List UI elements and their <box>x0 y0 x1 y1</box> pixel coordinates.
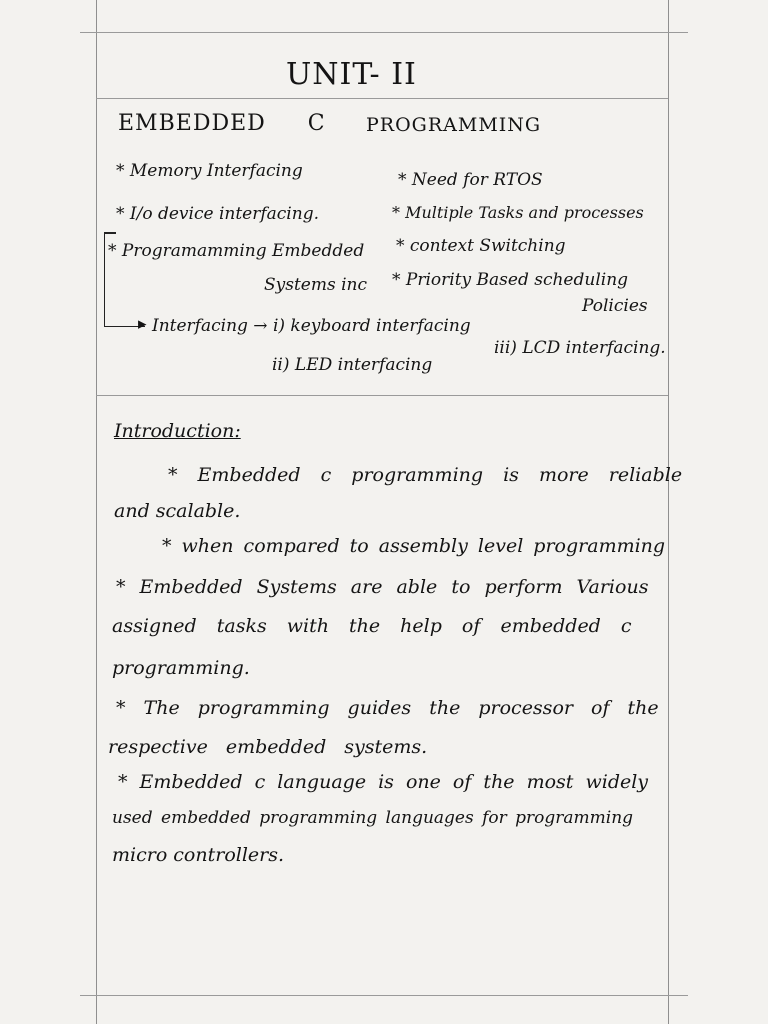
intro-line-11: micro controllers. <box>112 844 285 866</box>
intro-line-6: programming. <box>112 657 250 679</box>
unit-title: UNIT- II <box>286 57 417 92</box>
bottom-rule-line <box>80 995 688 996</box>
intro-line-1: * Embedded c programming is more reliable <box>168 464 683 486</box>
topic-memory-interfacing: * Memory Interfacing <box>116 161 303 181</box>
topic-io-interfacing: * I/o device interfacing. <box>116 204 319 224</box>
intro-line-8: respective embedded systems. <box>108 736 428 758</box>
heading-embedded-c: EMBEDDED C <box>118 111 326 136</box>
topic-need-rtos: * Need for RTOS <box>398 170 543 190</box>
intro-line-5: assigned tasks with the help of embedded c <box>112 615 632 637</box>
intro-line-2: and scalable. <box>114 500 241 522</box>
intro-line-9: * Embedded c language is one of the most widely <box>118 771 649 793</box>
intro-line-4: * Embedded Systems are able to perform Various <box>116 576 649 598</box>
topic-context-switching: * context Switching <box>396 236 566 256</box>
intro-line-3: * when compared to assembly level programming <box>162 535 666 557</box>
topic-systems-inc: Systems inc <box>264 275 368 295</box>
left-margin-line <box>96 0 97 1024</box>
intro-line-7: * The programming guides the processor of the <box>116 697 659 719</box>
topic-multiple-tasks: * Multiple Tasks and processes <box>392 203 644 222</box>
topic-lcd-interfacing: iii) LCD interfacing. <box>494 338 666 358</box>
topic-priority-scheduling: * Priority Based scheduling <box>392 270 629 290</box>
heading-rule-line <box>96 98 668 99</box>
topic-led-interfacing: ii) LED interfacing <box>272 355 433 375</box>
intro-heading: Introduction: <box>114 420 241 442</box>
heading-programming: PROGRAMMING <box>366 114 542 136</box>
arrow-head-icon: ▸ <box>138 314 147 334</box>
topic-policies: Policies <box>582 296 648 316</box>
right-margin-line <box>668 0 669 1024</box>
section-rule-line <box>96 395 668 396</box>
bracket-arrow <box>104 232 145 327</box>
top-rule-line <box>80 32 688 33</box>
topic-programming-embedded: * Programamming Embedded <box>108 241 365 261</box>
topic-interfacing-keyboard: Interfacing → i) keyboard interfacing <box>152 316 471 336</box>
intro-line-10: used embedded programming languages for programming <box>112 808 634 828</box>
